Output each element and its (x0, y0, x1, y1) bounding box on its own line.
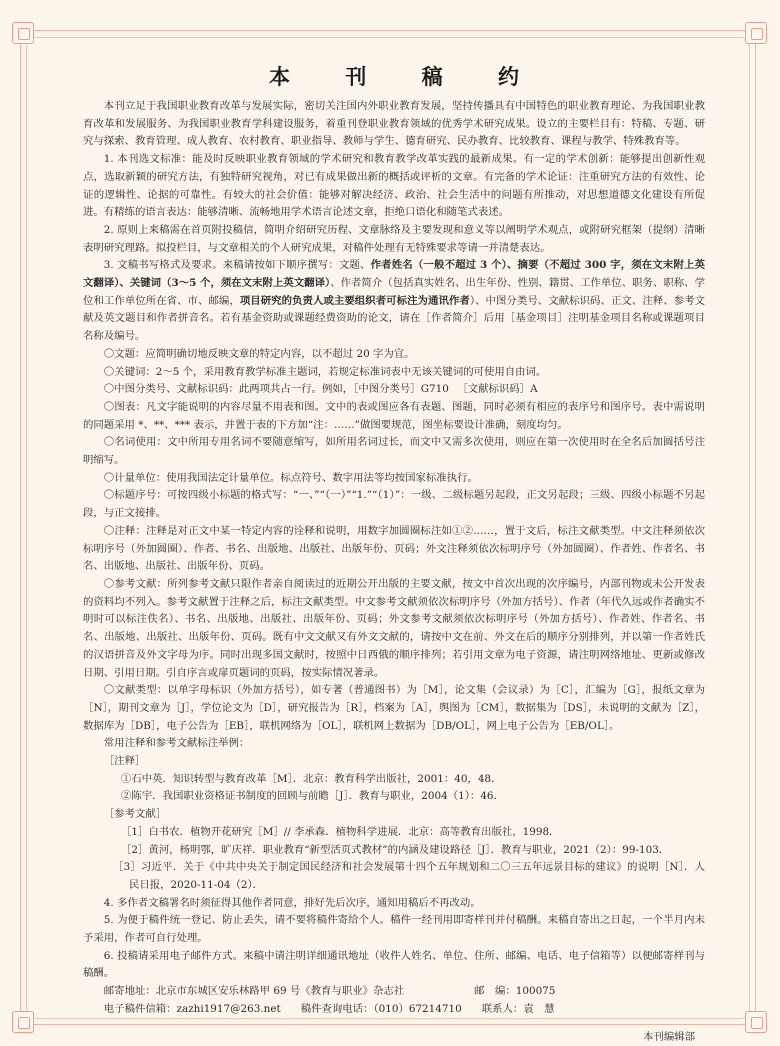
text-run: ①石中英．知识转型与教育改革［M］．北京：教育科学出版社，2001：40，48． (121, 772, 502, 785)
text-run: 本刊立足于我国职业教育改革与发展实际，密切关注国内外职业教育发展，坚持传播具有中国特色的职业教育理论、为我国职业教育改革和发展服务、为我国职业教育学科建设服务，着重刊登职业教育领域的优秀学术研究成果。设立的主要栏目有：特稿、专题、研究与探索、教育管理、成人教育、农村教育、职业指导、教师与学生、德育研究、民办教育、比较教育、课程与教学、特殊教育等。 (83, 100, 705, 148)
paragraph (83, 735, 705, 753)
corner-ornament (12, 22, 34, 44)
paragraph (83, 399, 705, 434)
paragraph (83, 824, 705, 842)
paragraph (83, 948, 705, 983)
text-run: 〇参考文献：所列参考文献只限作者亲自阅读过的近期公开出版的主要文献，按文中首次出现的次序编号，内部刊物或未公开发表的资料均不列入。参考文献置于注释之后，标注文献类型。中文参考文献须依次标明序号（外加方括号）、作者（年代久远或作者确实不明时可以标注佚名）、书名、出版地、出版社、出版年份、页码；外文参考文献须依次标明序号（外加方括号）、作者姓、作者名、书名、出版地、出版社、出版年份、页码。既有中文文献又有外文文献的，请按中文在前、外文在后的顺序分别排列，并以第一作者姓氏的汉语拼音及外文字母为序。同时出现多国文献时，按照中日西俄的顺序排列；若引用文章为电子资源，请注明网络地址、更新或修改日期、引用日期。引自序言或扉页题词的页码，按实际情况著录。 (83, 577, 705, 679)
text-run: 〇计量单位：使用我国法定计量单位。标点符号、数字用法等均按国家标准执行。 (103, 471, 478, 484)
postcode: 邮 编：100075 (474, 985, 556, 998)
text-run: 3. 文稿书写格式及要求。来稿请按如下顺序撰写：文题、 (103, 259, 371, 272)
phone-number: 稿件查询电话：（010）67214710 (300, 1002, 462, 1015)
text-run: 〇文题：应简明确切地反映文章的特定内容，以不超过 20 字为宜。 (103, 347, 415, 360)
paragraph (83, 682, 705, 735)
text-run: ②陈宇．我国职业资格证书制度的回顾与前瞻［J］．教育与职业，2004（1）：46． (121, 790, 504, 803)
text-run: 、作者简介（包括真实姓名、出生年份、性别、籍贯、工作单位、职务、职称、学位和工作单位所在省、市、邮编， (83, 277, 705, 307)
text-run: 〇文献类型：以单字母标识（外加方括号），如专著（普通图书）为［M］，论文集（会议录）为［C］，汇编为［G］，报纸文章为［N］，期刊文章为［J］，学位论文为［D］，研究报告为［R］，档案为［A］，舆图为［CM］，数据集为［DS］，未说明的文献为［Z］，数据库为［DB］，电子公告为［EB］，联机网络为［OL］，联机网上数据为［DB/OL］，网上电子公告为［EB/OL］。 (83, 684, 705, 732)
text-run: 〇图表：凡文字能说明的内容尽量不用表和图。文中的表或图应各有表题、图题，同时必须有相应的表序号和图序号。表中需说明的同题采用 *、**、*** 表示，并置于表的下方加“注：……”做图要规范，图坐标要设计准确，刻度均匀。 (83, 400, 705, 431)
paragraph (83, 257, 705, 346)
paragraph (83, 842, 705, 860)
text-run: 〇关键词：2～5 个，采用教育教学标准主题词，若规定标准词表中无该关键词的可使用自由词。 (103, 365, 547, 378)
text-run: ）、中图分类号、文献标识码、正文、注释、参考文献及英文题目和作者拼音名。若有基金资助或课题经费资助的论文，请在［作者简介］后用［基金项目］注明基金项目名称或课题项目名称及编号。 (83, 294, 705, 343)
text-run: ［参考文献］ (103, 808, 167, 821)
text-run: ［注释］ (103, 755, 146, 768)
paragraph (83, 434, 705, 469)
bold-text: 项目研究的负责人或主要组织者可标注为通讯作者 (239, 294, 470, 307)
text-run: 常用注释和参考文献标注举例： (103, 737, 250, 750)
notice-body (83, 62, 705, 1043)
paragraph (83, 470, 705, 488)
text-run: 6. 投稿请采用电子邮件方式。来稿中请注明详细通讯地址（收件人姓名、单位、住所、邮编、电话、电子信箱等）以便邮寄样刊与稿酬。 (83, 949, 705, 980)
text-run: 〇注释：注释是对正文中某一特定内容的诠释和说明，用数字加圆圈标注如①②……，置于文后，标注文献类型。中文注释须依次标明序号（外加圆圈）、作者、书名、出版地、出版社、出版年份、页码；外文注释须依次标明序号（外加圆圈）、作者姓、作者名、书名、出版地、出版社、出版年份、页码。 (83, 524, 705, 573)
contact-row-address (83, 983, 705, 1001)
text-run: 1. 本刊选文标准：能及时反映职业教育领域的学术研究和教育教学改革实践的最新成果。有一定的学术创新：能够提出创新性观点，选取新颖的研究方法，有独特研究视角，对已有成果做出新的概括或评析的文章。有完备的学术论证：注重研究方法的有效性、论证的逻辑性、论据的可靠性。有较大的社会价值：能够对解决经济、政治、社会生活中的问题有所推动，对思想道德文化建设有所促进。有精练的语言表达：能够清晰、流畅地用学术语言论述文章，拒绝口语化和随笔式表述。 (83, 153, 705, 219)
paragraph (83, 912, 705, 947)
page-title: 本 刊 稿 约 (269, 64, 543, 89)
text-run: ［2］黄河，杨明鄂，旷庆祥．职业教育“新型活页式教材”的内涵及建设路径［J］．教育与职业，2021（2）：99-103． (121, 843, 670, 856)
corner-ornament (745, 1011, 767, 1033)
paragraph (83, 381, 705, 399)
text-run: 〇名词使用：文中所用专用名词不要随意缩写，如所用名词过长，而文中又需多次使用，则应在第一次使用时在全名后加圆括号注明缩写。 (83, 436, 705, 467)
paragraph (83, 364, 705, 382)
paragraph-list (83, 98, 705, 983)
paragraph (83, 487, 705, 522)
bold-text: 作者姓名（一般不超过 3 个）、摘要（不超过 300 字，须在文末附上英文翻译）、关键词（3～5 个，须在文末附上英文翻译） (83, 259, 705, 290)
text-run: 〇标题序号：可按四级小标题的格式写：“一、”“（一）”“1.”“（1）”：一级、二级标题另起段，正文另起段；三级、四级小标题不另起段，与正文接排。 (83, 489, 705, 520)
contact-person: 联系人：袁 慧 (481, 1002, 555, 1015)
paragraph (83, 576, 705, 682)
paragraph (83, 771, 705, 789)
paragraph (83, 523, 705, 576)
paragraph (83, 895, 705, 913)
text-run: 5. 为便于稿件统一登记、防止丢失，请不要将稿件寄给个人。稿件一经刊用即寄样刊并付稿酬。来稿自寄出之日起，一个半月内未予采用，作者可自行处理。 (83, 914, 705, 945)
text-run: ［3］习近平．关于《中共中央关于制定国民经济和社会发展第十四个五年规划和二〇三五年远景目标的建议》的说明［N］．人民日报，2020-11-04（2）． (113, 861, 705, 891)
text-run: 〇中图分类号、文献标识码：此两项共占一行。例如，［中图分类号］G710 ［文献标识码］A (103, 383, 538, 396)
paragraph (83, 222, 705, 257)
corner-ornament (745, 22, 767, 44)
text-run: 2. 原则上来稿需在首页附投稿信，简明介绍研究历程、文章脉络及主要发现和意义等以阐明学术观点，或附研究框架（提纲）清晰表明研究理路。拟投栏目，与文章相关的个人研究成果，对稿件处理有无特殊要求等请一并清楚表达。 (83, 223, 705, 254)
mail-address: 邮寄地址：北京市东城区安乐林路甲 69 号《教育与职业》杂志社 (103, 985, 405, 998)
text-run: ［1］白书农．植物开花研究［M］// 李承森．植物科学进展．北京：高等教育出版社，1998． (121, 825, 560, 838)
paragraph (83, 806, 705, 824)
text-run: 4. 多作者文稿署名时须征得其他作者同意，排好先后次序，通知用稿后不再改动。 (103, 896, 481, 909)
paragraph (83, 859, 705, 894)
email-address: 电子稿件信箱：zazhi1917@263.net (103, 1002, 281, 1015)
contact-row-email (83, 1001, 705, 1019)
signature: 本刊编辑部 (643, 1030, 695, 1043)
paragraph (83, 788, 705, 806)
corner-ornament (12, 1011, 34, 1033)
paragraph (83, 98, 705, 151)
paragraph (83, 753, 705, 771)
paragraph (83, 346, 705, 364)
paragraph (83, 151, 705, 222)
